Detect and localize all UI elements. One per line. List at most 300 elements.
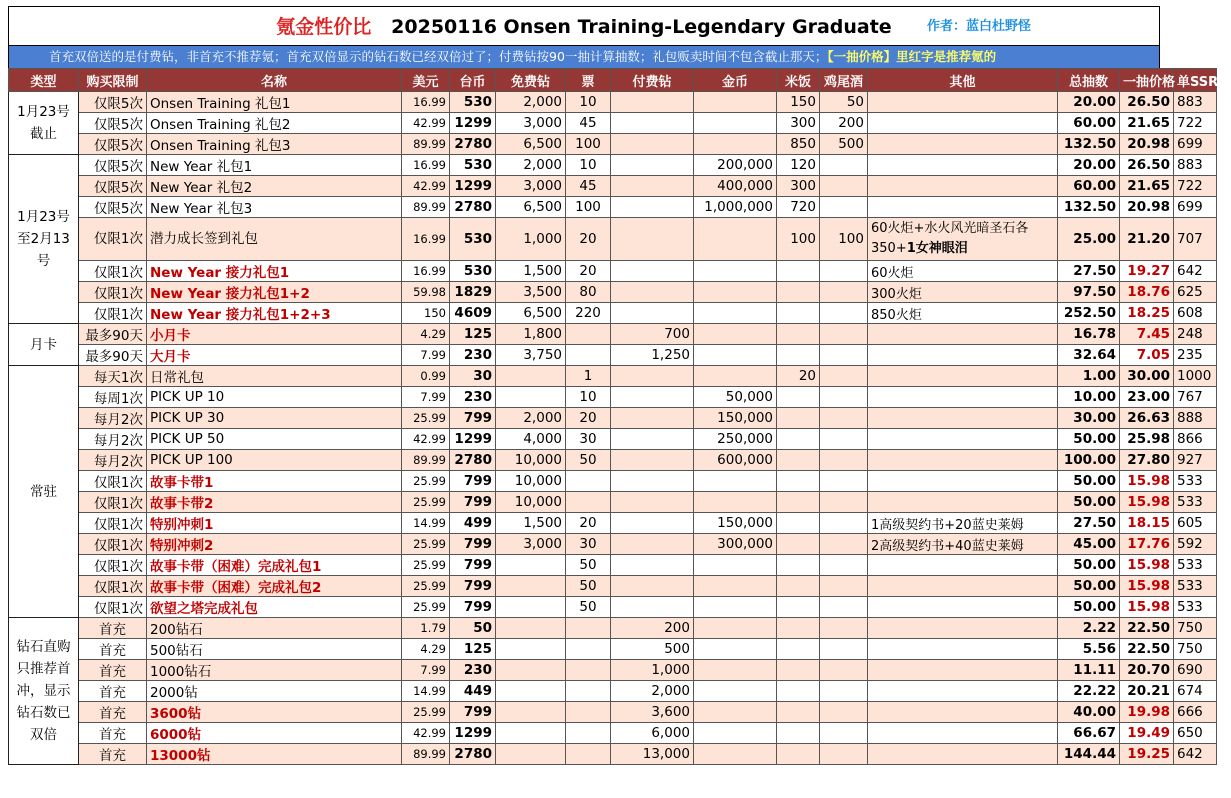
name-cell: Onsen Training 礼包1 — [147, 92, 402, 113]
free-diamond-cell — [496, 387, 566, 408]
twd-cell: 125 — [450, 324, 496, 345]
notice-text: 首充双倍送的是付费钻，非首充不推荐氪；首充双倍显示的钻石数已经双倍过了；付费钻按90一抽计算抽数；礼包贩卖时间不包含截止那天； — [49, 49, 828, 64]
twd-cell: 4609 — [450, 303, 496, 324]
gold-cell — [694, 92, 777, 113]
usd-cell: 42.99 — [402, 723, 450, 744]
other-cell — [868, 387, 1058, 408]
cocktail-cell — [820, 303, 868, 324]
other-cell — [868, 702, 1058, 723]
paid-diamond-cell: 6,000 — [611, 723, 694, 744]
twd-cell: 2780 — [450, 450, 496, 471]
cocktail-cell — [820, 176, 868, 197]
usd-cell: 7.99 — [402, 387, 450, 408]
usd-cell: 1.79 — [402, 618, 450, 639]
usd-cell: 0.99 — [402, 366, 450, 387]
cocktail-cell — [820, 429, 868, 450]
ssr-price-cell: 927 — [1174, 450, 1217, 471]
usd-cell: 16.99 — [402, 218, 450, 261]
column-header: 美元 — [402, 69, 450, 92]
free-diamond-cell: 6,500 — [496, 134, 566, 155]
usd-cell: 7.99 — [402, 345, 450, 366]
ssr-price-cell: 690 — [1174, 660, 1217, 681]
limit-cell: 首充 — [79, 744, 147, 765]
other-cell — [868, 345, 1058, 366]
other-cell — [868, 324, 1058, 345]
spreadsheet — [8, 6, 1231, 765]
rice-cell: 300 — [777, 176, 820, 197]
total-pulls-cell: 27.50 — [1058, 261, 1120, 282]
free-diamond-cell: 1,500 — [496, 513, 566, 534]
ssr-price-cell: 608 — [1174, 303, 1217, 324]
limit-cell: 仅限1次 — [79, 513, 147, 534]
cocktail-cell — [820, 282, 868, 303]
paid-diamond-cell — [611, 555, 694, 576]
total-pulls-cell: 66.67 — [1058, 723, 1120, 744]
twd-cell: 1829 — [450, 282, 496, 303]
total-pulls-cell: 60.00 — [1058, 176, 1120, 197]
name-cell: 2000钻 — [147, 681, 402, 702]
twd-cell: 530 — [450, 92, 496, 113]
other-cell: 2高级契约书+40蓝史莱姆 — [868, 534, 1058, 555]
ssr-price-cell: 699 — [1174, 134, 1217, 155]
limit-cell: 最多90天 — [79, 345, 147, 366]
ticket-cell: 30 — [566, 429, 611, 450]
limit-cell: 仅限1次 — [79, 471, 147, 492]
per-pull-price-cell: 26.50 — [1120, 92, 1174, 113]
table-row — [9, 197, 1217, 218]
per-pull-price-cell: 26.63 — [1120, 408, 1174, 429]
free-diamond-cell: 2,000 — [496, 408, 566, 429]
usd-cell: 150 — [402, 303, 450, 324]
twd-cell: 50 — [450, 618, 496, 639]
limit-cell: 仅限1次 — [79, 303, 147, 324]
usd-cell: 25.99 — [402, 408, 450, 429]
column-header: 单SSR价 — [1174, 69, 1217, 92]
ssr-price-cell: 722 — [1174, 113, 1217, 134]
paid-diamond-cell — [611, 534, 694, 555]
name-cell: New Year 礼包3 — [147, 197, 402, 218]
ssr-price-cell: 605 — [1174, 513, 1217, 534]
limit-cell: 仅限5次 — [79, 197, 147, 218]
total-pulls-cell: 97.50 — [1058, 282, 1120, 303]
gold-cell: 400,000 — [694, 176, 777, 197]
column-header: 台币 — [450, 69, 496, 92]
other-cell — [868, 197, 1058, 218]
free-diamond-cell: 1,800 — [496, 324, 566, 345]
ssr-price-cell: 699 — [1174, 197, 1217, 218]
table-row — [9, 450, 1217, 471]
limit-cell: 首充 — [79, 618, 147, 639]
rice-cell: 850 — [777, 134, 820, 155]
gold-cell — [694, 324, 777, 345]
twd-cell: 530 — [450, 218, 496, 261]
name-cell: 故事卡带1 — [147, 471, 402, 492]
header-row — [9, 69, 1217, 92]
per-pull-price-cell: 7.05 — [1120, 345, 1174, 366]
limit-cell: 仅限1次 — [79, 555, 147, 576]
other-cell — [868, 450, 1058, 471]
limit-cell: 仅限5次 — [79, 134, 147, 155]
table-row — [9, 261, 1217, 282]
twd-cell: 1299 — [450, 429, 496, 450]
per-pull-price-cell: 17.76 — [1120, 534, 1174, 555]
paid-diamond-cell: 2,000 — [611, 681, 694, 702]
usd-cell: 25.99 — [402, 471, 450, 492]
ticket-cell: 20 — [566, 408, 611, 429]
cocktail-cell — [820, 702, 868, 723]
usd-cell: 16.99 — [402, 261, 450, 282]
name-cell: PICK UP 10 — [147, 387, 402, 408]
other-cell — [868, 92, 1058, 113]
other-cell — [868, 681, 1058, 702]
other-cell — [868, 218, 1058, 261]
gold-cell — [694, 702, 777, 723]
usd-cell: 25.99 — [402, 576, 450, 597]
free-diamond-cell — [496, 702, 566, 723]
limit-cell: 仅限1次 — [79, 534, 147, 555]
other-cell — [868, 597, 1058, 618]
other-cell: 1高级契约书+20蓝史莱姆 — [868, 513, 1058, 534]
paid-diamond-cell — [611, 366, 694, 387]
rice-cell — [777, 429, 820, 450]
limit-cell: 每周1次 — [79, 387, 147, 408]
limit-cell: 仅限5次 — [79, 176, 147, 197]
cocktail-cell — [820, 197, 868, 218]
column-header: 免费钻 — [496, 69, 566, 92]
twd-cell: 799 — [450, 408, 496, 429]
ssr-price-cell: 888 — [1174, 408, 1217, 429]
other-cell — [868, 492, 1058, 513]
other-cell: 60火炬 — [868, 261, 1058, 282]
usd-cell: 25.99 — [402, 555, 450, 576]
gold-cell — [694, 492, 777, 513]
paid-diamond-cell: 500 — [611, 639, 694, 660]
per-pull-price-cell: 15.98 — [1120, 471, 1174, 492]
usd-cell: 25.99 — [402, 597, 450, 618]
ticket-cell — [566, 660, 611, 681]
other-cell — [868, 134, 1058, 155]
total-pulls-cell: 22.22 — [1058, 681, 1120, 702]
rice-cell — [777, 324, 820, 345]
gold-cell: 1,000,000 — [694, 197, 777, 218]
usd-cell: 42.99 — [402, 176, 450, 197]
name-cell: 6000钻 — [147, 723, 402, 744]
name-cell: PICK UP 30 — [147, 408, 402, 429]
table-row — [9, 597, 1217, 618]
limit-cell: 首充 — [79, 660, 147, 681]
name-cell: PICK UP 100 — [147, 450, 402, 471]
other-cell — [868, 576, 1058, 597]
ssr-price-cell: 722 — [1174, 176, 1217, 197]
total-pulls-cell: 25.00 — [1058, 218, 1120, 261]
table-row — [9, 155, 1217, 176]
gold-cell: 50,000 — [694, 387, 777, 408]
ssr-price-cell: 767 — [1174, 387, 1217, 408]
paid-diamond-cell — [611, 303, 694, 324]
gold-cell — [694, 261, 777, 282]
cocktail-cell: 500 — [820, 134, 868, 155]
gold-cell — [694, 345, 777, 366]
rice-cell — [777, 660, 820, 681]
title-main-text: 20250116 Onsen Training-Legendary Graduate — [391, 16, 892, 38]
cocktail-cell — [820, 471, 868, 492]
per-pull-price-cell: 21.65 — [1120, 113, 1174, 134]
gold-cell: 200,000 — [694, 155, 777, 176]
free-diamond-cell: 3,750 — [496, 345, 566, 366]
total-pulls-cell: 40.00 — [1058, 702, 1120, 723]
notice-banner — [8, 46, 1160, 68]
paid-diamond-cell — [611, 113, 694, 134]
usd-cell: 4.29 — [402, 324, 450, 345]
per-pull-price-cell: 19.98 — [1120, 702, 1174, 723]
per-pull-price-cell: 15.98 — [1120, 555, 1174, 576]
limit-cell: 首充 — [79, 723, 147, 744]
twd-cell: 230 — [450, 345, 496, 366]
other-cell — [868, 113, 1058, 134]
twd-cell: 2780 — [450, 744, 496, 765]
rice-cell — [777, 618, 820, 639]
ticket-cell: 220 — [566, 303, 611, 324]
ssr-price-cell: 533 — [1174, 471, 1217, 492]
other-cell — [868, 639, 1058, 660]
ssr-price-cell: 750 — [1174, 618, 1217, 639]
free-diamond-cell — [496, 660, 566, 681]
total-pulls-cell: 50.00 — [1058, 429, 1120, 450]
rice-cell — [777, 471, 820, 492]
ticket-cell: 50 — [566, 555, 611, 576]
ssr-price-cell: 674 — [1174, 681, 1217, 702]
total-pulls-cell: 100.00 — [1058, 450, 1120, 471]
paid-diamond-cell — [611, 261, 694, 282]
paid-diamond-cell — [611, 408, 694, 429]
total-pulls-cell: 20.00 — [1058, 155, 1120, 176]
rice-cell — [777, 261, 820, 282]
table-row — [9, 345, 1217, 366]
name-cell: 故事卡带（困难）完成礼包2 — [147, 576, 402, 597]
gold-cell: 250,000 — [694, 429, 777, 450]
ssr-price-cell: 750 — [1174, 639, 1217, 660]
ticket-cell — [566, 492, 611, 513]
category-cell: 钻石直购只推荐首冲，显示钻石数已双倍 — [9, 618, 79, 765]
paid-diamond-cell: 700 — [611, 324, 694, 345]
category-cell: 1月23号至2月13号 — [9, 155, 79, 324]
usd-cell: 4.29 — [402, 639, 450, 660]
ticket-cell: 45 — [566, 176, 611, 197]
gold-cell — [694, 471, 777, 492]
per-pull-price-cell: 15.98 — [1120, 576, 1174, 597]
ticket-cell: 20 — [566, 218, 611, 261]
paid-diamond-cell — [611, 429, 694, 450]
cocktail-cell — [820, 618, 868, 639]
free-diamond-cell: 10,000 — [496, 492, 566, 513]
column-header: 鸡尾酒 — [820, 69, 868, 92]
name-cell: New Year 接力礼包1 — [147, 261, 402, 282]
gold-cell — [694, 303, 777, 324]
total-pulls-cell: 5.56 — [1058, 639, 1120, 660]
other-cell — [868, 555, 1058, 576]
total-pulls-cell: 50.00 — [1058, 492, 1120, 513]
table-row — [9, 639, 1217, 660]
per-pull-price-cell: 19.25 — [1120, 744, 1174, 765]
ssr-price-cell: 235 — [1174, 345, 1217, 366]
table-row — [9, 218, 1217, 261]
table-row — [9, 408, 1217, 429]
free-diamond-cell: 3,000 — [496, 113, 566, 134]
total-pulls-cell: 132.50 — [1058, 134, 1120, 155]
per-pull-price-cell: 18.25 — [1120, 303, 1174, 324]
paid-diamond-cell — [611, 471, 694, 492]
name-cell: 潜力成长签到礼包 — [147, 218, 402, 261]
name-cell: 大月卡 — [147, 345, 402, 366]
gold-cell: 600,000 — [694, 450, 777, 471]
rice-cell — [777, 387, 820, 408]
free-diamond-cell — [496, 576, 566, 597]
gold-cell — [694, 576, 777, 597]
total-pulls-cell: 1.00 — [1058, 366, 1120, 387]
cocktail-cell — [820, 492, 868, 513]
rice-cell: 720 — [777, 197, 820, 218]
name-cell: 特别冲刺1 — [147, 513, 402, 534]
twd-cell: 799 — [450, 534, 496, 555]
gold-cell — [694, 366, 777, 387]
total-pulls-cell: 45.00 — [1058, 534, 1120, 555]
total-pulls-cell: 144.44 — [1058, 744, 1120, 765]
usd-cell: 16.99 — [402, 92, 450, 113]
total-pulls-cell: 30.00 — [1058, 408, 1120, 429]
free-diamond-cell — [496, 618, 566, 639]
total-pulls-cell: 50.00 — [1058, 576, 1120, 597]
gold-cell — [694, 597, 777, 618]
per-pull-price-cell: 22.50 — [1120, 639, 1174, 660]
name-cell: 特别冲刺2 — [147, 534, 402, 555]
usd-cell: 25.99 — [402, 534, 450, 555]
free-diamond-cell: 2,000 — [496, 155, 566, 176]
ticket-cell: 20 — [566, 513, 611, 534]
table-row — [9, 303, 1217, 324]
rice-cell — [777, 702, 820, 723]
ssr-price-cell: 883 — [1174, 92, 1217, 113]
table-row — [9, 492, 1217, 513]
paid-diamond-cell — [611, 92, 694, 113]
twd-cell: 230 — [450, 387, 496, 408]
ticket-cell — [566, 618, 611, 639]
ssr-price-cell: 533 — [1174, 492, 1217, 513]
table-row — [9, 576, 1217, 597]
name-cell: 13000钻 — [147, 744, 402, 765]
cocktail-cell — [820, 723, 868, 744]
free-diamond-cell — [496, 723, 566, 744]
total-pulls-cell: 10.00 — [1058, 387, 1120, 408]
free-diamond-cell: 4,000 — [496, 429, 566, 450]
paid-diamond-cell — [611, 576, 694, 597]
cocktail-cell — [820, 450, 868, 471]
ssr-price-cell: 883 — [1174, 155, 1217, 176]
usd-cell: 89.99 — [402, 450, 450, 471]
limit-cell: 仅限5次 — [79, 113, 147, 134]
paid-diamond-cell — [611, 218, 694, 261]
per-pull-price-cell: 18.15 — [1120, 513, 1174, 534]
name-cell: 故事卡带2 — [147, 492, 402, 513]
per-pull-price-cell: 27.80 — [1120, 450, 1174, 471]
total-pulls-cell: 60.00 — [1058, 113, 1120, 134]
ssr-price-cell: 1000 — [1174, 366, 1217, 387]
gold-cell — [694, 113, 777, 134]
ticket-cell: 50 — [566, 450, 611, 471]
ssr-price-cell: 866 — [1174, 429, 1217, 450]
table-row — [9, 387, 1217, 408]
other-text-bold: 1女神眼泪 — [906, 241, 968, 256]
gold-cell: 300,000 — [694, 534, 777, 555]
ssr-price-cell: 625 — [1174, 282, 1217, 303]
paid-diamond-cell — [611, 492, 694, 513]
rice-cell: 150 — [777, 92, 820, 113]
ssr-price-cell: 592 — [1174, 534, 1217, 555]
free-diamond-cell — [496, 366, 566, 387]
per-pull-price-cell: 19.49 — [1120, 723, 1174, 744]
table-row — [9, 702, 1217, 723]
table-row — [9, 92, 1217, 113]
twd-cell: 530 — [450, 155, 496, 176]
column-header: 票 — [566, 69, 611, 92]
paid-diamond-cell — [611, 513, 694, 534]
total-pulls-cell: 20.00 — [1058, 92, 1120, 113]
column-header: 金币 — [694, 69, 777, 92]
gold-cell — [694, 723, 777, 744]
column-header: 名称 — [147, 69, 402, 92]
twd-cell: 2780 — [450, 134, 496, 155]
other-cell: 300火炬 — [868, 282, 1058, 303]
cocktail-cell — [820, 681, 868, 702]
rice-cell — [777, 492, 820, 513]
paid-diamond-cell — [611, 450, 694, 471]
gold-cell — [694, 744, 777, 765]
gold-cell — [694, 218, 777, 261]
usd-cell: 89.99 — [402, 134, 450, 155]
per-pull-price-cell: 15.98 — [1120, 492, 1174, 513]
gold-cell — [694, 134, 777, 155]
ssr-price-cell: 650 — [1174, 723, 1217, 744]
per-pull-price-cell: 18.76 — [1120, 282, 1174, 303]
rice-cell — [777, 513, 820, 534]
free-diamond-cell — [496, 555, 566, 576]
table-row — [9, 555, 1217, 576]
limit-cell: 首充 — [79, 639, 147, 660]
ssr-price-cell: 642 — [1174, 744, 1217, 765]
rice-cell — [777, 450, 820, 471]
per-pull-price-cell: 19.27 — [1120, 261, 1174, 282]
rice-cell — [777, 723, 820, 744]
twd-cell: 799 — [450, 576, 496, 597]
limit-cell: 仅限5次 — [79, 155, 147, 176]
total-pulls-cell: 16.78 — [1058, 324, 1120, 345]
gold-cell: 150,000 — [694, 513, 777, 534]
per-pull-price-cell: 7.45 — [1120, 324, 1174, 345]
ticket-cell: 20 — [566, 261, 611, 282]
paid-diamond-cell: 3,600 — [611, 702, 694, 723]
per-pull-price-cell: 15.98 — [1120, 597, 1174, 618]
column-header: 类型 — [9, 69, 79, 92]
category-cell: 月卡 — [9, 324, 79, 366]
limit-cell: 仅限1次 — [79, 597, 147, 618]
cocktail-cell: 200 — [820, 113, 868, 134]
per-pull-price-cell: 21.20 — [1120, 218, 1174, 261]
free-diamond-cell: 1,500 — [496, 261, 566, 282]
free-diamond-cell: 10,000 — [496, 450, 566, 471]
per-pull-price-cell: 25.98 — [1120, 429, 1174, 450]
paid-diamond-cell — [611, 176, 694, 197]
ticket-cell: 10 — [566, 92, 611, 113]
name-cell: PICK UP 50 — [147, 429, 402, 450]
